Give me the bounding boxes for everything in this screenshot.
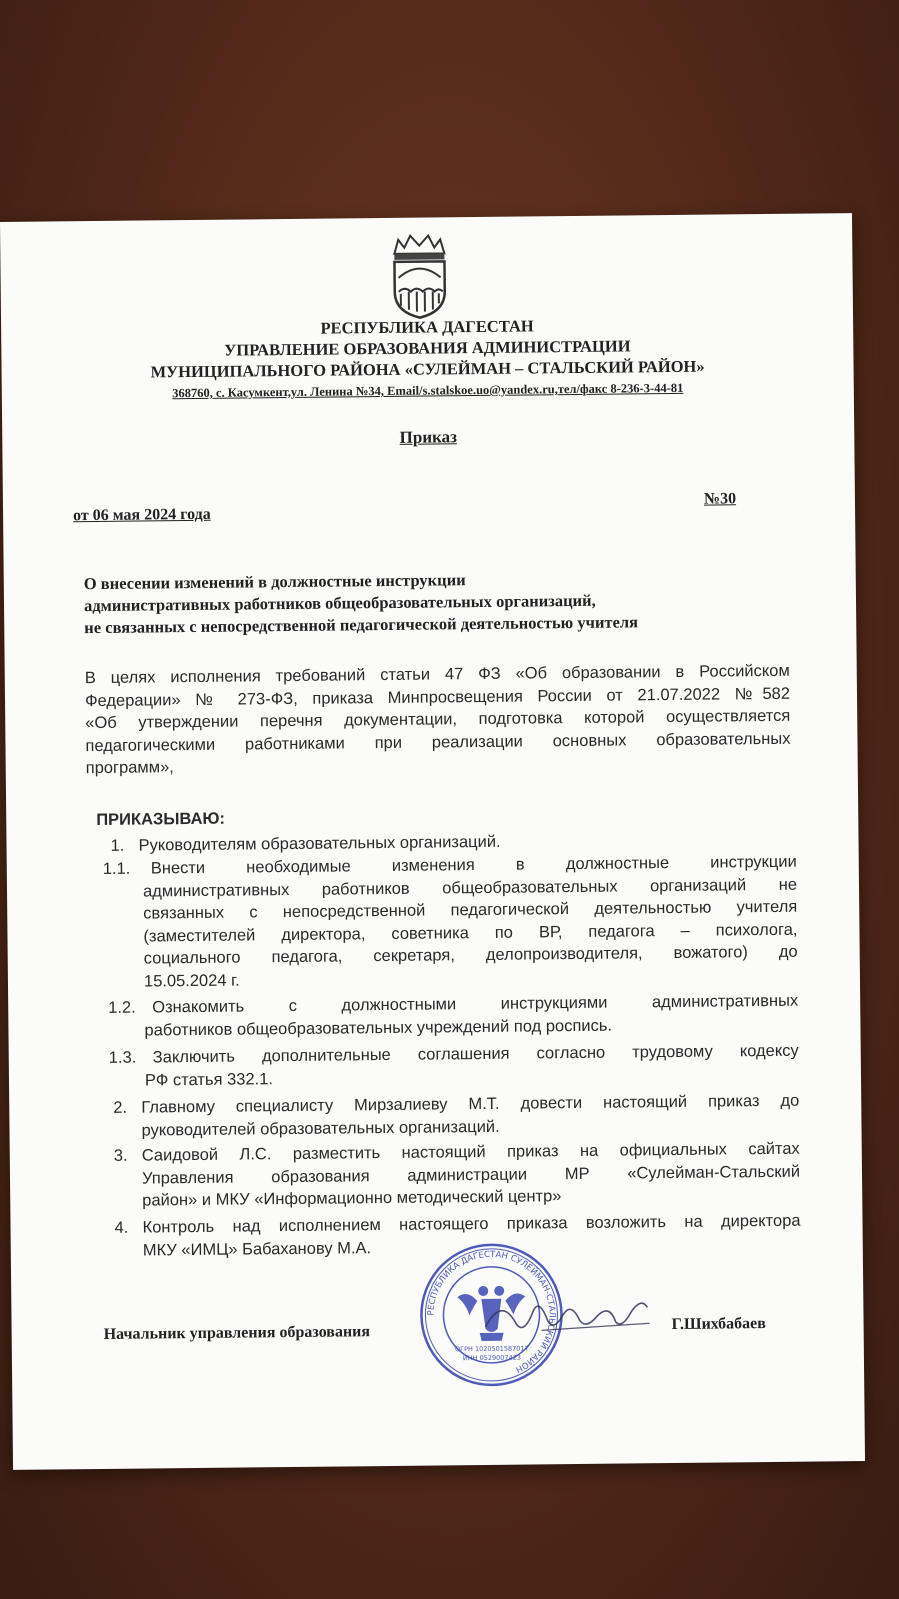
list-marker: 1. xyxy=(110,836,125,855)
document-date: от 06 мая 2024 года xyxy=(72,505,211,525)
header-address: 368760, с. Касумкент,ул. Ленина №34, Email/s.stalskoe.uo@yandex.ru,тел/факс 8-236-3-44-81 xyxy=(172,380,684,401)
preamble-line: «Об утверждении перечня документации, подготовка которой осуществляется xyxy=(85,706,791,733)
list-item-line: работников общеобразовательных учреждений под роспись. xyxy=(144,1016,613,1040)
list-item-text xyxy=(145,1040,799,1092)
list-item-line: Заключить дополнительные соглашения согласно трудовому кодексу xyxy=(152,1041,799,1067)
list-item-line: связанных с непосредственной педагогической деятельностью учителя xyxy=(143,897,798,923)
list-item-text xyxy=(141,1090,799,1142)
list-item-line: МКУ «ИМЦ» Бабаханову М.А. xyxy=(142,1238,372,1260)
list-item-line: административных работников общеобразовательных организаций не xyxy=(142,875,798,901)
header-republic: РЕСПУБЛИКА ДАГЕСТАН xyxy=(320,316,534,338)
header-district: МУНИЦИПАЛЬНОГО РАЙОНА «СУЛЕЙМАН – СТАЛЬСКИЙ РАЙОН» xyxy=(150,356,705,382)
order-word: ПРИКАЗЫВАЮ: xyxy=(96,809,226,830)
stamp-inn: ИНН 0529007423 xyxy=(462,1353,521,1363)
list-item-line: руководителей образовательных организаций. xyxy=(141,1117,500,1140)
list-item-line: Управления образования администрации МР «Сулейман-Стальский xyxy=(141,1162,801,1188)
document-page xyxy=(0,213,865,1470)
list-item-line: Внести необходимые изменения в должностные инструкции xyxy=(150,852,797,878)
stamp-ogrn: ОГРН 1020501587017 xyxy=(454,1344,529,1354)
preamble-paragraph xyxy=(85,660,791,780)
list-item-line: Ознакомить с должностными инструкциями административных xyxy=(152,991,799,1017)
list-item-line: район» и МКУ «Информационно методический центр» xyxy=(142,1187,562,1210)
list-item-line: РФ статья 332.1. xyxy=(144,1069,274,1090)
signer-name: Г.Шихбабаев xyxy=(671,1315,766,1334)
handwritten-signature xyxy=(481,1285,652,1347)
header-department: УПРАВЛЕНИЕ ОБРАЗОВАНИЯ АДМИНИСТРАЦИИ xyxy=(224,336,631,360)
list-item-text: Руководителям образовательных организаций. xyxy=(138,832,501,855)
preamble-line: программ», xyxy=(85,758,174,778)
preamble-line: Федерации» № 273-ФЗ, приказа Минпросвещения России от 21.07.2022 №582 xyxy=(84,684,791,710)
list-item-line: (заместителей директора, советника по ВР, педагога – психолога, xyxy=(143,920,798,946)
list-item-text xyxy=(143,851,798,993)
subject-line: О внесении изменений в должностные инструкции xyxy=(83,570,466,594)
list-marker: 3. xyxy=(113,1146,128,1165)
document-number: №30 xyxy=(703,490,737,508)
list-item-text xyxy=(144,990,798,1042)
list-marker: 1.2. xyxy=(108,998,136,1017)
subject-line: административных работников общеобразовательных организаций, xyxy=(83,590,596,616)
stamp-outer-text: РЕСПУБЛИКА ДАГЕСТАН СУЛЕЙМАН-СТАЛЬСКИЙ РАЙОН xyxy=(426,1249,557,1375)
document-title: Приказ xyxy=(399,427,458,447)
list-marker: 2. xyxy=(113,1098,128,1117)
subject-line: не связанных с непосредственной педагогической деятельностью учителя xyxy=(84,612,639,638)
list-marker: 4. xyxy=(114,1218,129,1237)
list-marker: 1.3. xyxy=(108,1048,137,1067)
signature-title: Начальник управления образования xyxy=(103,1323,371,1343)
coat-of-arms-emblem xyxy=(388,233,451,320)
list-item-line: Саидовой Л.С. разместить настоящий приказ на официальных сайтах xyxy=(141,1139,800,1165)
list-item-line: социального педагога, секретаря, делопроизводителя, вожатого) до xyxy=(143,942,798,968)
list-marker: 1.1. xyxy=(102,859,131,878)
preamble-line: В целях исполнения требований статьи 47 ФЗ «Об образовании в Российском xyxy=(84,661,790,688)
list-item-line: Главному специалисту Мирзалиеву М.Т. довести настоящий приказ до xyxy=(141,1091,800,1117)
list-item-line: 15.05.2024 г. xyxy=(143,971,240,991)
preamble-line: педагогическими работниками при реализации основных образовательных xyxy=(85,729,791,755)
list-item-line: Контроль над исполнением настоящего приказа возложить на директора xyxy=(142,1211,801,1237)
list-item-text xyxy=(142,1138,801,1212)
